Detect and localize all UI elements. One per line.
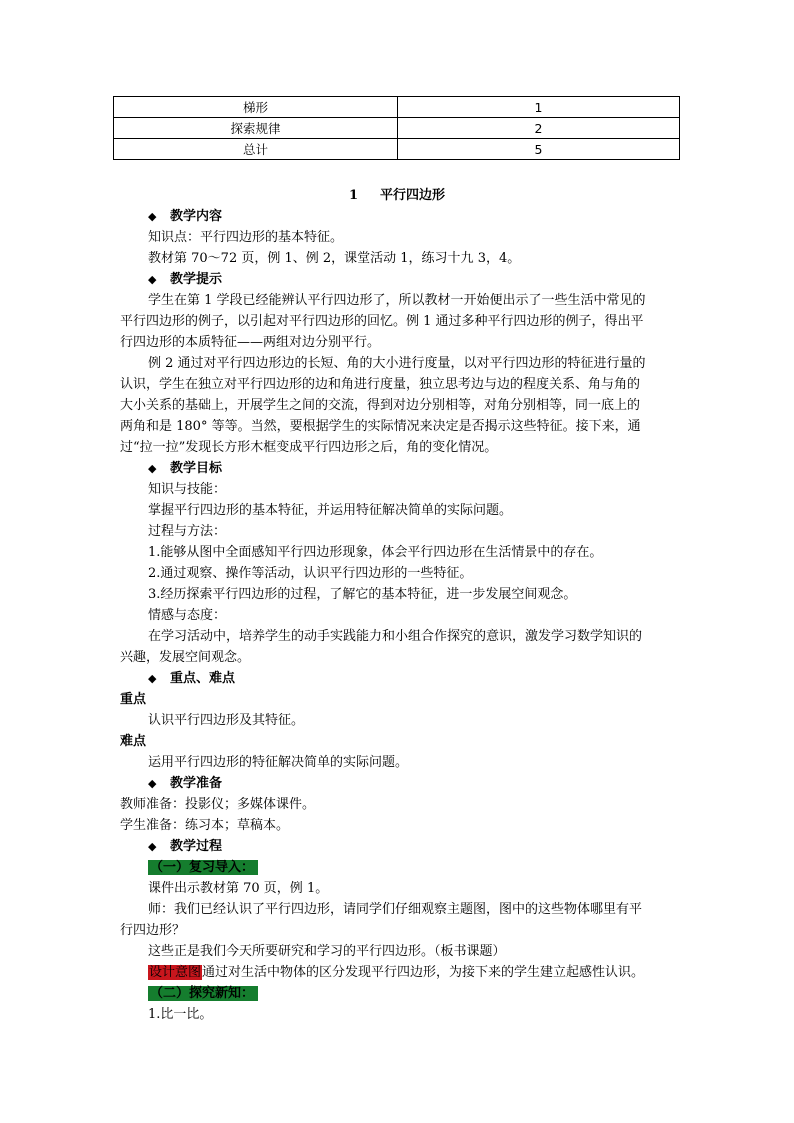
table-cell-count: 5 <box>398 139 680 160</box>
section-heading-content <box>148 207 222 227</box>
content-line: 知识点：平行四边形的基本特征。 <box>148 230 344 245</box>
process-step <box>148 858 258 878</box>
design-intent <box>148 963 644 983</box>
table-row <box>114 139 680 160</box>
diamond-bullet-icon: ◆ <box>148 273 157 286</box>
lesson-count-table <box>113 96 680 160</box>
process-line: 师：我们已经认识了平行四边形，请同学们仔细观察主题图，图中的这些物体哪里有平 <box>148 902 643 917</box>
goal-label: 过程与方法： <box>148 524 227 539</box>
goal-label: 知识与技能： <box>148 482 227 497</box>
section-heading-process <box>148 837 222 857</box>
paragraph-line: 学生在第 1 学段已经能辨认平行四边形了，所以教材一开始便出示了一些生活中常见的 <box>148 293 646 308</box>
paragraph-line: 大小关系的基础上，开展学生之间的交流，得到对边分别相等，对角分别相等，同一底上的 <box>120 398 641 413</box>
design-intent-text: 通过对生活中物体的区分发现平行四边形，为接下来的学生建立起感性认识。 <box>202 965 645 980</box>
paragraph-line: 两角和是 180° 等等。当然，要根据学生的实际情况来决定是否揭示这些特征。接下来，通 <box>120 419 641 434</box>
process-line: 课件出示教材第 70 页，例 1。 <box>148 881 329 896</box>
table-cell-count: 2 <box>398 118 680 139</box>
section-heading-goals <box>148 459 222 479</box>
table-cell-name: 总计 <box>114 139 398 160</box>
goal-line: 在学习活动中，培养学生的动手实践能力和小组合作探究的意识，激发学习数学知识的 <box>148 629 643 644</box>
paragraph-line: 平行四边形的例子，以引起对平行四边形的回忆。例 1 通过多种平行四边形的例子，得出平 <box>120 314 644 329</box>
table-cell-name: 梯形 <box>114 97 398 118</box>
process-step <box>148 984 258 1004</box>
heading-text: 重点、难点 <box>170 671 236 686</box>
paragraph-line: 认识，学生在独立对平行四边形的边和角进行度量，独立思考边与边的程度关系、角与角的 <box>120 377 641 392</box>
lesson-title-text: 平行四边形 <box>380 188 446 203</box>
table-row <box>114 118 680 139</box>
diamond-bullet-icon: ◆ <box>148 672 157 685</box>
goal-item: 3.经历探索平行四边形的过程，了解它的基本特征，进一步发展空间观念。 <box>148 587 577 602</box>
prep-teacher: 教师准备：投影仪；多媒体课件。 <box>120 797 316 812</box>
heading-text: 教学过程 <box>170 839 223 854</box>
table-cell-count: 1 <box>398 97 680 118</box>
goal-item: 2.通过观察、操作等活动，认识平行四边形的一些特征。 <box>148 566 473 581</box>
section-heading-key <box>148 669 235 689</box>
table-cell-name: 探索规律 <box>114 118 398 139</box>
lesson-title <box>0 186 794 206</box>
heading-text: 教学目标 <box>170 461 223 476</box>
paragraph-line: 过“拉一拉”发现长方形木框变成平行四边形之后，角的变化情况。 <box>120 440 498 455</box>
step-highlight: （一）复习导入： <box>148 860 258 875</box>
section-heading-tips <box>148 270 222 290</box>
difficulty-text: 运用平行四边形的特征解决简单的实际问题。 <box>148 755 409 770</box>
difficulty-label: 难点 <box>120 734 147 749</box>
goal-line: 掌握平行四边形的基本特征，并运用特征解决简单的实际问题。 <box>148 503 513 518</box>
goal-item: 1.能够从图中全面感知平行四边形现象，体会平行四边形在生活情景中的存在。 <box>148 545 603 560</box>
step-highlight: （二）探究新知： <box>148 986 258 1001</box>
goal-label: 情感与态度： <box>148 608 227 623</box>
lesson-number: 1 <box>348 188 359 203</box>
section-heading-prep <box>148 774 222 794</box>
heading-text: 教学准备 <box>170 776 223 791</box>
diamond-bullet-icon: ◆ <box>148 210 157 223</box>
process-line: 1.比一比。 <box>148 1007 213 1022</box>
process-line: 行四边形？ <box>120 923 186 938</box>
paragraph-line: 例 2 通过对平行四边形边的长短、角的大小进行度量，以对平行四边形的特征进行量的 <box>148 356 646 371</box>
design-intent-label: 设计意图 <box>149 965 202 980</box>
key-label: 重点 <box>120 692 147 707</box>
prep-student: 学生准备：练习本；草稿本。 <box>120 818 290 833</box>
goal-line: 兴趣，发展空间观念。 <box>120 650 251 665</box>
heading-text: 教学内容 <box>170 209 223 224</box>
table-row <box>114 97 680 118</box>
process-line: 这些正是我们今天所要研究和学习的平行四边形。（板书课题） <box>148 944 506 959</box>
diamond-bullet-icon: ◆ <box>148 840 157 853</box>
diamond-bullet-icon: ◆ <box>148 777 157 790</box>
heading-text: 教学提示 <box>170 272 223 287</box>
diamond-bullet-icon: ◆ <box>148 462 157 475</box>
key-text: 认识平行四边形及其特征。 <box>148 713 305 728</box>
paragraph-line: 行四边形的本质特征——两组对边分别平行。 <box>120 335 381 350</box>
content-line: 教材第 70～72 页，例 1、例 2，课堂活动 1，练习十九 3，4。 <box>148 251 521 266</box>
